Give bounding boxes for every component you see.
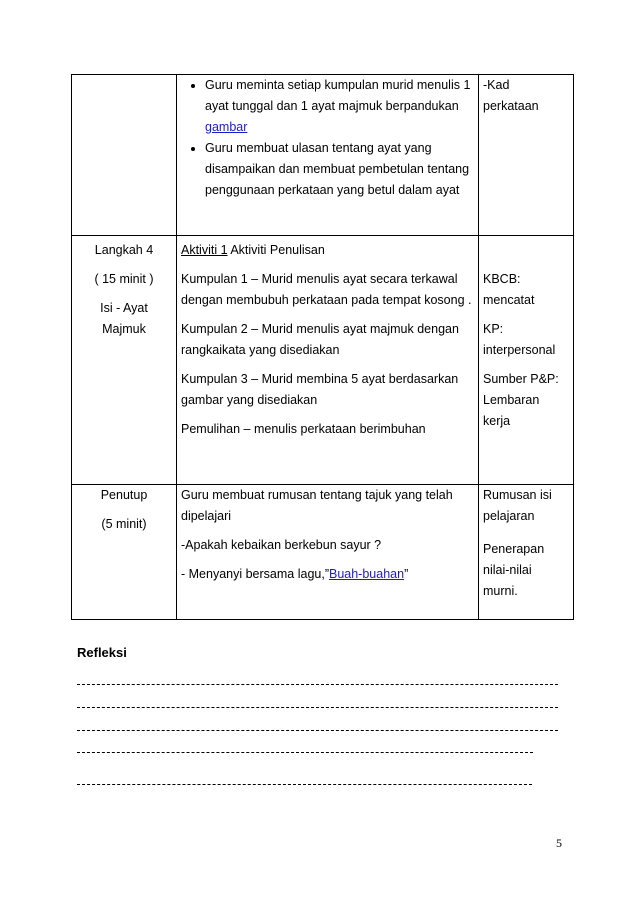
stage-cell: Penutup (5 minit) — [72, 485, 177, 620]
lesson-plan-table — [71, 74, 574, 620]
reflection-line — [77, 752, 533, 761]
activity-heading: Aktiviti 1 Aktiviti Penulisan — [181, 243, 325, 257]
activity-cell — [177, 236, 479, 485]
group-3: Kumpulan 3 – Murid membina 5 ayat berdasarkan gambar yang disediakan — [181, 372, 459, 407]
gambar-link[interactable]: gambar — [205, 120, 248, 134]
table-row — [72, 75, 574, 236]
group-1: Kumpulan 1 – Murid menulis ayat secara terkawal dengan membubuh perkataan pada tempat kosong . — [181, 272, 472, 307]
buah-buahan-link[interactable]: Buah-buahan — [328, 567, 405, 581]
song-line: - Menyanyi bersama lagu,”Buah-buahan” — [181, 567, 409, 581]
stage-cell — [72, 75, 177, 236]
reflection-line — [77, 730, 558, 739]
activity-cell — [177, 75, 479, 236]
list-item: • Guru membuat ulasan tentang ayat yang disampaikan dan membuat pembetulan tentang penggunaan perkataan yang betul dalam ayat — [205, 138, 474, 201]
page-number: 5 — [556, 836, 562, 850]
reflection-line — [77, 707, 558, 716]
activity-cell: Guru membuat rumusan tentang tajuk yang telah dipelajari -Apakah kebaikan berkebun sayur ? - Menyanyi bersama lagu,”Buah-buahan” — [177, 485, 479, 620]
table-row — [72, 236, 574, 485]
reflection-line — [77, 684, 558, 693]
notes-cell: KBCB: mencatat KP: interpersonal Sumber P&P: Lembaran kerja — [479, 236, 574, 485]
table-row — [72, 485, 574, 620]
stage-cell: Langkah 4 ( 15 minit ) Isi - Ayat Majmuk — [72, 236, 177, 485]
notes-cell: -Kad perkataan — [479, 75, 574, 236]
refleksi-heading: Refleksi — [77, 645, 127, 660]
group-2: Kumpulan 2 – Murid menulis ayat majmuk dengan rangkaikata yang disediakan — [181, 322, 459, 357]
notes-cell: Rumusan isi pelajaran Penerapan nilai-nilai murni. — [479, 485, 574, 620]
bullet-list — [181, 75, 474, 201]
reflection-line — [77, 784, 532, 793]
remedial: Pemulihan – menulis perkataan berimbuhan — [181, 422, 426, 436]
list-item: • Guru meminta setiap kumpulan murid menulis 1 ayat tunggal dan 1 ayat majmuk berpandukan gambar — [205, 75, 474, 138]
